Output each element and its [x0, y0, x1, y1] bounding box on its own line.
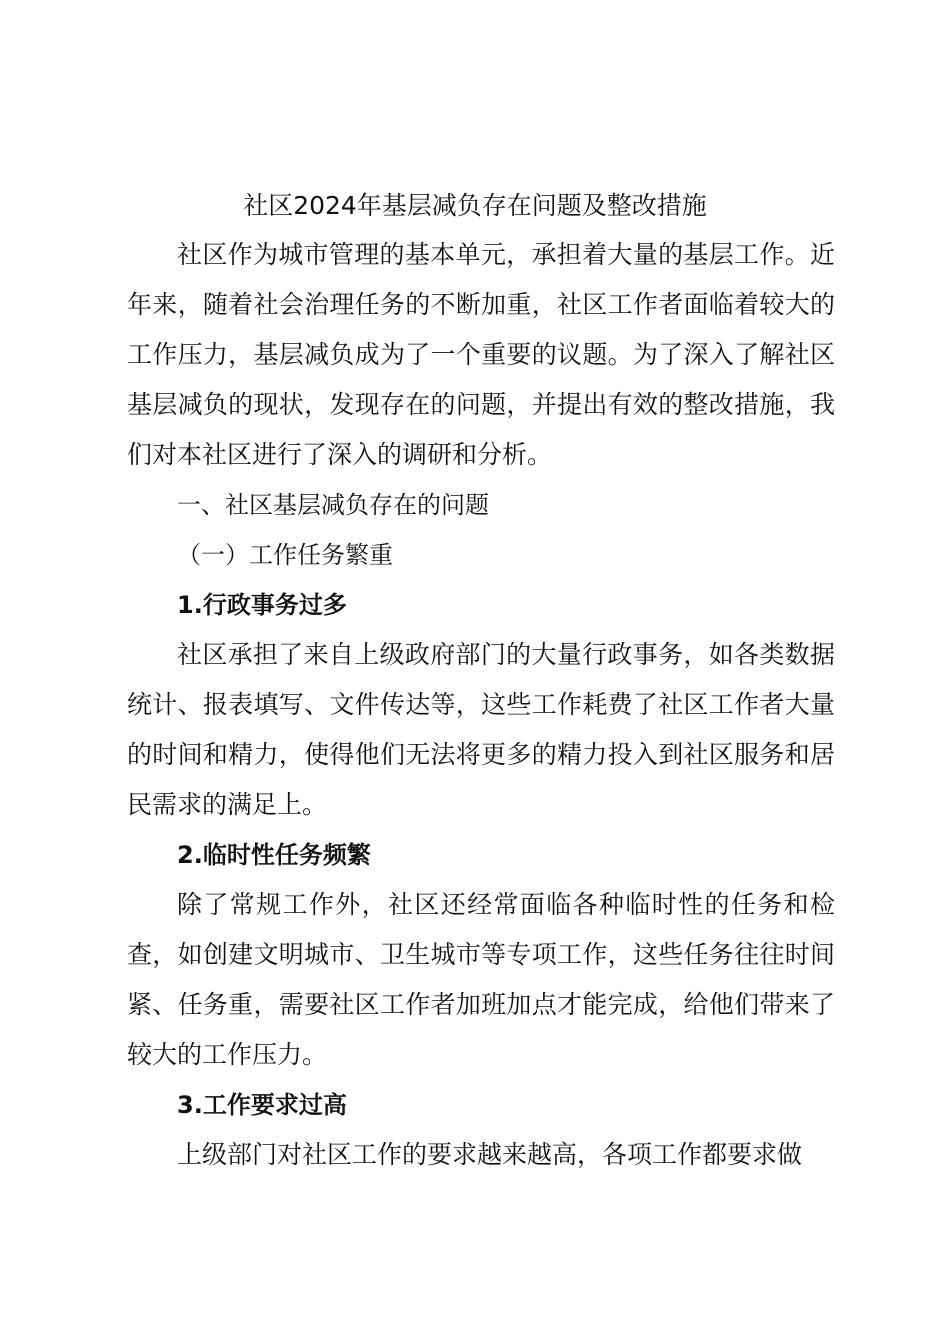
item-paragraph-admin-affairs: 社区承担了来自上级政府部门的大量行政事务，如各类数据统计、报表填写、文件传达等，这些工作耗费了社区工作者大量的时间和精力，使得他们无法将更多的精力投入到社区服务和居民需求的满足上。	[127, 640, 835, 819]
document-title: 社区2024年基层减负存在问题及整改措施	[243, 191, 707, 220]
item-heading-high-requirements: 3.工作要求过高	[177, 1091, 347, 1119]
item-heading-admin-affairs: 1.行政事务过多	[177, 591, 347, 619]
item-paragraph-temporary-tasks: 除了常规工作外，社区还经常面临各种临时性的任务和检查，如创建文明城市、卫生城市等专项工作，这些任务往往时间紧、任务重，需要社区工作者加班加点才能完成，给他们带来了较大的工作压力。	[127, 890, 835, 1069]
item-heading-temporary-tasks: 2.临时性任务频繁	[177, 841, 371, 869]
section-heading-problems: 一、社区基层减负存在的问题	[177, 491, 489, 519]
item-paragraph-high-requirements: 上级部门对社区工作的要求越来越高，各项工作都要求做	[177, 1140, 803, 1169]
subsection-heading-heavy-tasks: （一）工作任务繁重	[177, 541, 393, 569]
document-body	[127, 230, 835, 1180]
intro-paragraph: 社区作为城市管理的基本单元，承担着大量的基层工作。近年来，随着社会治理任务的不断加重，社区工作者面临着较大的工作压力，基层减负成为了一个重要的议题。为了深入了解社区基层减负的现状，发现存在的问题，并提出有效的整改措施，我们对本社区进行了深入的调研和分析。	[127, 240, 835, 469]
